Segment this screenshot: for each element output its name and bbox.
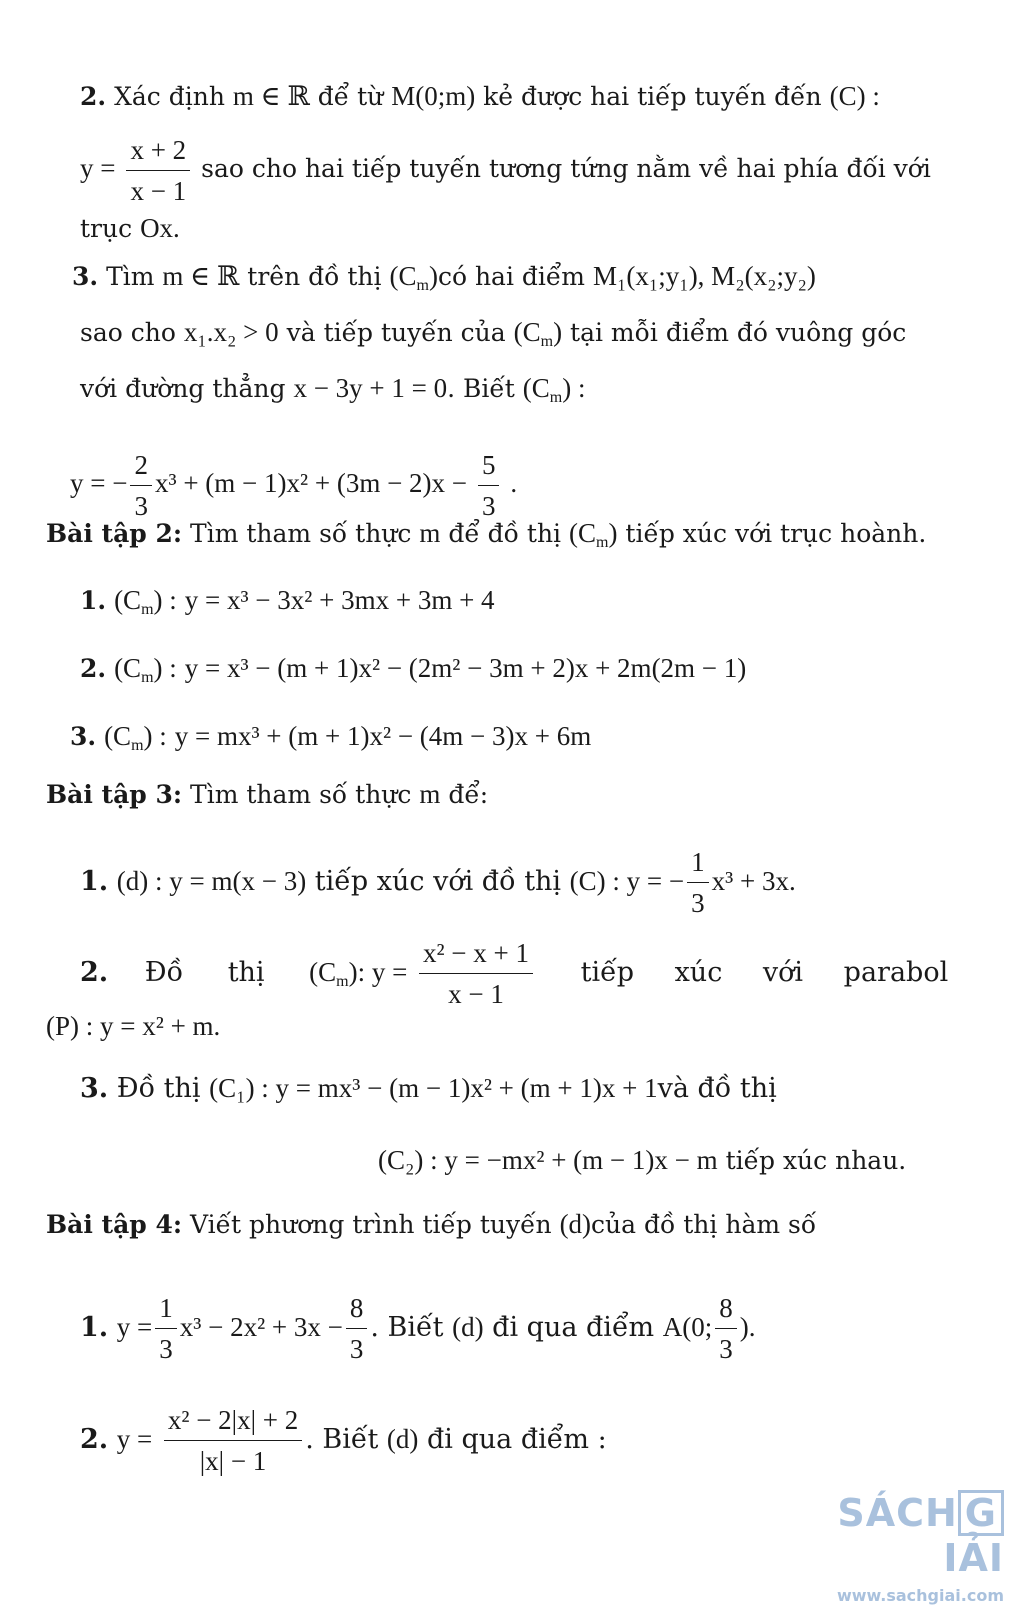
exercise-4-heading (46, 1206, 816, 1243)
math: x₁.x₂ > 0 (183, 317, 279, 347)
text: Viết phương trình tiếp tuyến (190, 1210, 552, 1239)
numerator: x + 2 (126, 130, 190, 171)
math: ). (739, 1312, 756, 1342)
math: (d) (559, 1209, 592, 1239)
text: và tiếp tuyến của (286, 318, 506, 347)
text: . Biết (370, 1312, 444, 1343)
math: (C₂) : y = −mx² + (m − 1)x − m (378, 1145, 718, 1175)
math: m ∈ ℝ (162, 261, 240, 291)
text: có hai điểm (437, 262, 585, 291)
curve-cm: $(C_m)$ : (104, 721, 167, 754)
text: tiếp xúc với đồ thị (314, 866, 562, 897)
item-number: 1. (80, 1312, 109, 1343)
text: để: (448, 780, 489, 809)
item-number: 3. (80, 1073, 109, 1104)
text: kẻ được hai tiếp tuyến đến (483, 82, 822, 111)
problem-3-equation (70, 445, 517, 526)
exercise-3-item-2-cont (46, 1008, 220, 1045)
exercise-3-heading (46, 776, 488, 813)
math: m ∈ ℝ (232, 81, 310, 111)
problem-2-line-1 (80, 78, 880, 115)
text: xúc (674, 957, 723, 988)
math: y = (80, 153, 116, 183)
curve-cm: $(C_m)$ (389, 261, 438, 294)
curve-cm: $(C_m)$ : (114, 585, 177, 618)
fraction: $\frac{1}{3}$ (687, 842, 709, 923)
text: để từ (317, 82, 384, 111)
exercise-3-item-2 (80, 933, 970, 1014)
text: Đồ thị (116, 1073, 201, 1104)
math: (d) (452, 1312, 484, 1342)
math: (C) : (829, 81, 880, 111)
curve-cm: $(C_m)$ (309, 957, 358, 990)
curve-cm: $(C_m)$ (513, 317, 563, 350)
exercise-2-item-2 (80, 650, 746, 696)
text: thị (227, 957, 265, 988)
exercise-3-item-3-cont (378, 1142, 906, 1179)
exercise-title: Bài tập 4: (46, 1210, 183, 1239)
math: M(0;m) (391, 81, 476, 111)
exercise-title: Bài tập 2: (46, 519, 183, 548)
math: x³ + 3x. (711, 866, 796, 896)
text: trên đồ thị (247, 262, 382, 291)
text: với (762, 957, 804, 988)
text: Xác định (114, 82, 225, 111)
math: y = (116, 1424, 153, 1454)
math: x³ + (m − 1)x² + (3m − 2)x − (154, 468, 468, 498)
text: Đồ (144, 957, 184, 988)
text: tiếp (580, 957, 634, 988)
text: của đồ thị hàm số (591, 1210, 817, 1239)
fraction: $\frac{\text{x² − x + 1}}{x - 1}$ (419, 933, 533, 1014)
text: đi qua điểm : (427, 1424, 607, 1455)
math: M₁(x₁;y₁), M₂(x₂;y₂) (592, 261, 816, 291)
item-number: 1. (80, 866, 109, 897)
text: Tìm (106, 262, 155, 291)
curve-cm: $(C_m)$ (569, 518, 618, 551)
denominator: x − 1 (130, 176, 187, 206)
exercise-title: Bài tập 3: (46, 780, 183, 809)
text: sao cho hai tiếp tuyến tương tứng nằm về hai phía đối với (201, 154, 931, 183)
math: (C₁) : y = mx³ − (m − 1)x² + (m + 1)x + 1 (209, 1073, 658, 1103)
math: : y = (357, 957, 408, 987)
text: sao cho (80, 318, 176, 347)
exercise-3-item-3 (80, 1070, 777, 1107)
fraction: $\frac{5}{3}$ (478, 445, 500, 526)
math: (d) : y = m(x − 3) (116, 866, 307, 896)
problem-2-line-2 (80, 130, 931, 211)
item-number: 3. (70, 722, 97, 751)
math: (C) : y = − (569, 866, 685, 896)
problem-2-line-3 (80, 210, 180, 247)
exercise-4-item-1 (80, 1288, 756, 1369)
math: y = − (70, 468, 128, 498)
text: trục (80, 214, 133, 243)
math: y = (116, 1312, 153, 1342)
exercise-2-item-1 (80, 582, 495, 628)
math: x³ − 2x² + 3x − (179, 1312, 343, 1342)
text: Tìm tham số thực (190, 780, 412, 809)
math: A(0; (662, 1312, 713, 1342)
text: tiếp xúc với trục hoành. (625, 519, 927, 548)
logo-brand: SÁCH GIẢI (837, 1491, 1004, 1580)
logo-site: www.sachgiai.com (836, 1586, 1004, 1605)
fraction: $\frac{1}{3}$ (155, 1288, 177, 1369)
problem-3-line-2 (80, 314, 906, 360)
fraction: $\frac{8}{3}$ (715, 1288, 737, 1369)
exercise-3-item-1 (80, 842, 796, 923)
text: tại mỗi điểm đó vuông góc (570, 318, 907, 347)
equation: y = mx³ + (m + 1)x² − (4m − 3)x + 6m (174, 721, 592, 751)
problem-3-line-1 (72, 258, 816, 304)
exercise-4-item-2 (80, 1400, 607, 1481)
math: (P) : y = x² + m. (46, 1011, 221, 1041)
item-number: 1. (80, 586, 107, 615)
math: m (419, 779, 441, 809)
sachgiai-logo (804, 1490, 1004, 1605)
math: . (510, 468, 518, 498)
problem-3-line-3 (80, 370, 585, 416)
text: parabol (843, 957, 949, 988)
text: tiếp xúc nhau. (725, 1146, 907, 1175)
exercise-2-item-3 (70, 718, 591, 764)
exercise-2-heading (46, 515, 926, 561)
text: Tìm tham số thực (190, 519, 412, 548)
math: m (419, 518, 441, 548)
fraction: $\frac{\text{x² − 2|x| + 2}}{|x| - 1}$ (164, 1400, 302, 1481)
equation: y = x³ − 3x² + 3mx + 3m + 4 (184, 585, 495, 615)
math: x − 3y + 1 = 0 (293, 373, 448, 403)
text: để đồ thị (448, 519, 562, 548)
item-number: 2. (80, 654, 107, 683)
math: (d) (386, 1424, 419, 1454)
text: với đường thẳng (80, 374, 286, 403)
text: . Biết (305, 1424, 379, 1455)
equation: y = x³ − (m + 1)x² − (2m² − 3m + 2)x + 2m(2m − 1) (184, 653, 747, 683)
math: Ox. (140, 213, 180, 243)
item-number: 2. (80, 957, 109, 988)
fraction (126, 130, 190, 211)
curve-cm: $(C_m)$ : (114, 653, 177, 686)
curve-cm: $(C_m)$ : (522, 373, 586, 406)
fraction: $\frac{8}{3}$ (346, 1288, 368, 1369)
item-number: 3. (72, 262, 99, 291)
fraction: $\frac{2}{3}$ (130, 445, 152, 526)
text: . Biết (447, 374, 515, 403)
text: và đồ thị (657, 1073, 777, 1104)
text: đi qua điểm (492, 1312, 655, 1343)
item-number: 2. (80, 82, 107, 111)
item-number: 2. (80, 1424, 109, 1455)
